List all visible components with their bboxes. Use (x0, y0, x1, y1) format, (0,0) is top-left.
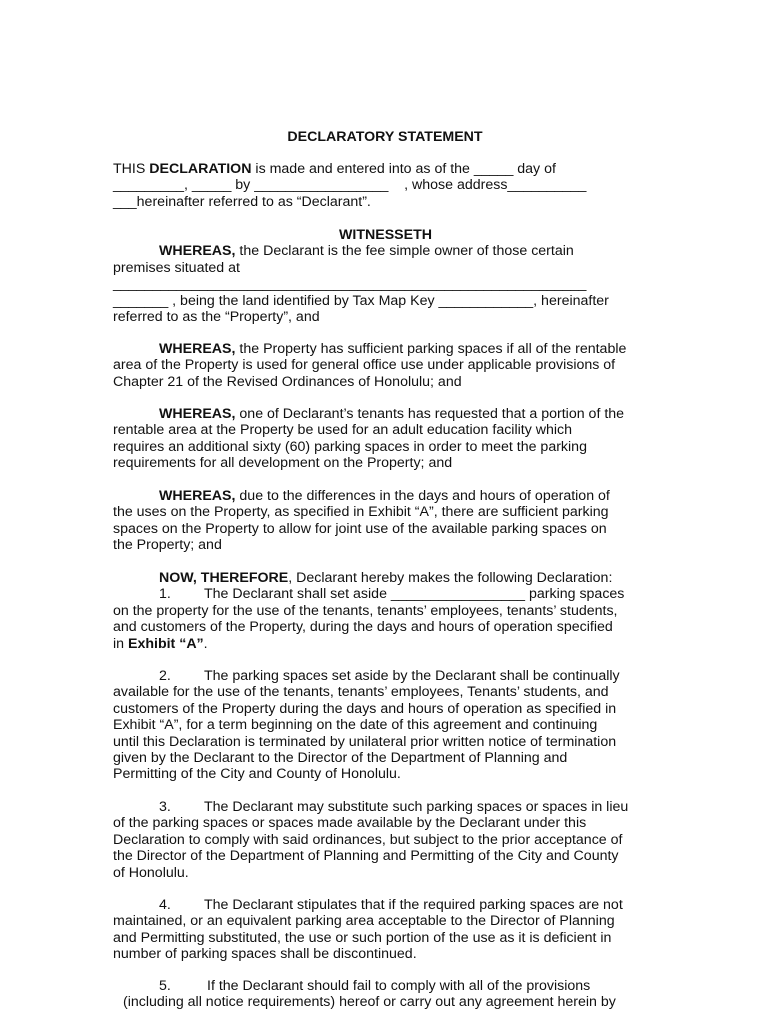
whereas-3-paragraph (113, 406, 658, 472)
document-title: DECLARATORY STATEMENT (287, 129, 483, 145)
whereas-3-line-3: requires an additional sixty (60) parking spaces in order to meet the parking (113, 438, 587, 455)
item-2-line-5: until this Declaration is terminated by unilateral prior written notice of termination (113, 733, 617, 750)
item-4-line-3: and Permitting substituted, the use or such portion of the use as it is deficient in (113, 929, 612, 946)
intro-paragraph (113, 161, 658, 210)
whereas-2-paragraph (113, 341, 658, 390)
now-therefore-paragraph (113, 570, 658, 652)
item-4-line-4: number of parking spaces shall be discontinued. (113, 946, 417, 963)
whereas-1-line-5: referred to as the “Property”, and (113, 309, 320, 326)
item-4-line-2: maintained, or an equivalent parking area acceptable to the Director of Planning (113, 913, 615, 930)
item-3-line-3: Declaration to comply with said ordinances, but subject to the prior acceptance of (113, 831, 623, 848)
item-3-line-5: of Honolulu. (113, 864, 189, 881)
whereas-4-paragraph (113, 488, 658, 554)
witnesseth-section (113, 227, 658, 325)
item-3-line-2: of the parking spaces or spaces made available by the Declarant under this (113, 815, 587, 832)
intro-line-3: ___hereinafter referred to as “Declarant”. (113, 193, 371, 210)
whereas-4-line-2: the uses on the Property, as specified in Exhibit “A”, there are sufficient parking (113, 504, 609, 521)
whereas-2-line-1: WHEREAS, the Property has sufficient parking spaces if all of the rentable (159, 341, 627, 357)
whereas-2-line-2: area of the Property is used for general office use under applicable provisions of (113, 357, 616, 374)
item-2-line-4: Exhibit “A”, for a term beginning on the date of this agreement and continuing (113, 717, 598, 734)
item-5-paragraph (113, 978, 658, 1011)
item-1-line-1: 1. The Declarant shall set aside _________________ parking spaces (159, 586, 625, 603)
whereas-1-line-1: WHEREAS, the Declarant is the fee simple owner of those certain (159, 243, 574, 260)
item-2-line-1: 2. The parking spaces set aside by the Declarant shall be continually (159, 668, 620, 684)
whereas-1-line-2: premises situated at (113, 259, 240, 276)
item-2-line-6: given by the Declarant to the Director of the Department of Planning and (113, 750, 568, 767)
whereas-4-line-3: spaces on the Property to allow for joint use of the available parking spaces on (113, 520, 607, 537)
item-2-paragraph (113, 668, 658, 783)
item-3-line-1: 3. The Declarant may substitute such parking spaces or spaces in lieu (159, 799, 629, 815)
item-1-line-3: and customers of the Property, during the days and hours of operation specified (113, 619, 613, 636)
intro-line-1: THIS DECLARATION is made and entered into as of the _____ day of (113, 161, 556, 177)
item-5-line-1: 5. If the Declarant should fail to comply with all of the provisions (159, 978, 591, 994)
whereas-4-line-1: WHEREAS, due to the differences in the days and hours of operation of (159, 488, 610, 504)
item-2-line-7: Permitting of the City and County of Honolulu. (113, 766, 401, 783)
whereas-1-line-3: ____________________________________________________________ (113, 276, 587, 293)
whereas-3-line-4: requirements for all development on the Property; and (113, 455, 453, 472)
witnesseth-heading: WITNESSETH (338, 227, 432, 243)
item-1-line-2: on the property for the use of the tenants, tenants’ employees, tenants’ students, (113, 602, 618, 619)
now-therefore-line: NOW, THEREFORE, Declarant hereby makes the following Declaration: (159, 570, 613, 586)
whereas-3-line-1: WHEREAS, one of Declarant’s tenants has requested that a portion of the (159, 406, 625, 422)
whereas-2-line-3: Chapter 21 of the Revised Ordinances of Honolulu; and (113, 373, 462, 390)
whereas-4-line-4: the Property; and (113, 537, 222, 554)
item-4-paragraph (113, 897, 658, 963)
item-2-line-3: customers of the Property during the days and hours of operation as specified in (113, 700, 617, 717)
whereas-1-line-4: _______ , being the land identified by Tax Map Key ____________, hereinafter (113, 292, 609, 309)
item-2-line-2: available for the use of the tenants, tenants’ employees, Tenants’ students, and (113, 684, 609, 701)
item-1-line-4: in Exhibit “A”. (113, 635, 208, 652)
item-3-paragraph (113, 799, 658, 881)
item-5-line-2: (including all notice requirements) hereof or carry out any agreement herein by (123, 994, 616, 1011)
item-3-line-4: the Director of the Department of Planning and Permitting of the City and County (113, 848, 619, 865)
item-4-line-1: 4. The Declarant stipulates that if the required parking spaces are not (159, 897, 623, 913)
intro-line-2: _________, _____ by _________________ , whose address__________ (113, 177, 587, 194)
whereas-3-line-2: rentable area at the Property be used for an adult education facility which (113, 422, 573, 439)
